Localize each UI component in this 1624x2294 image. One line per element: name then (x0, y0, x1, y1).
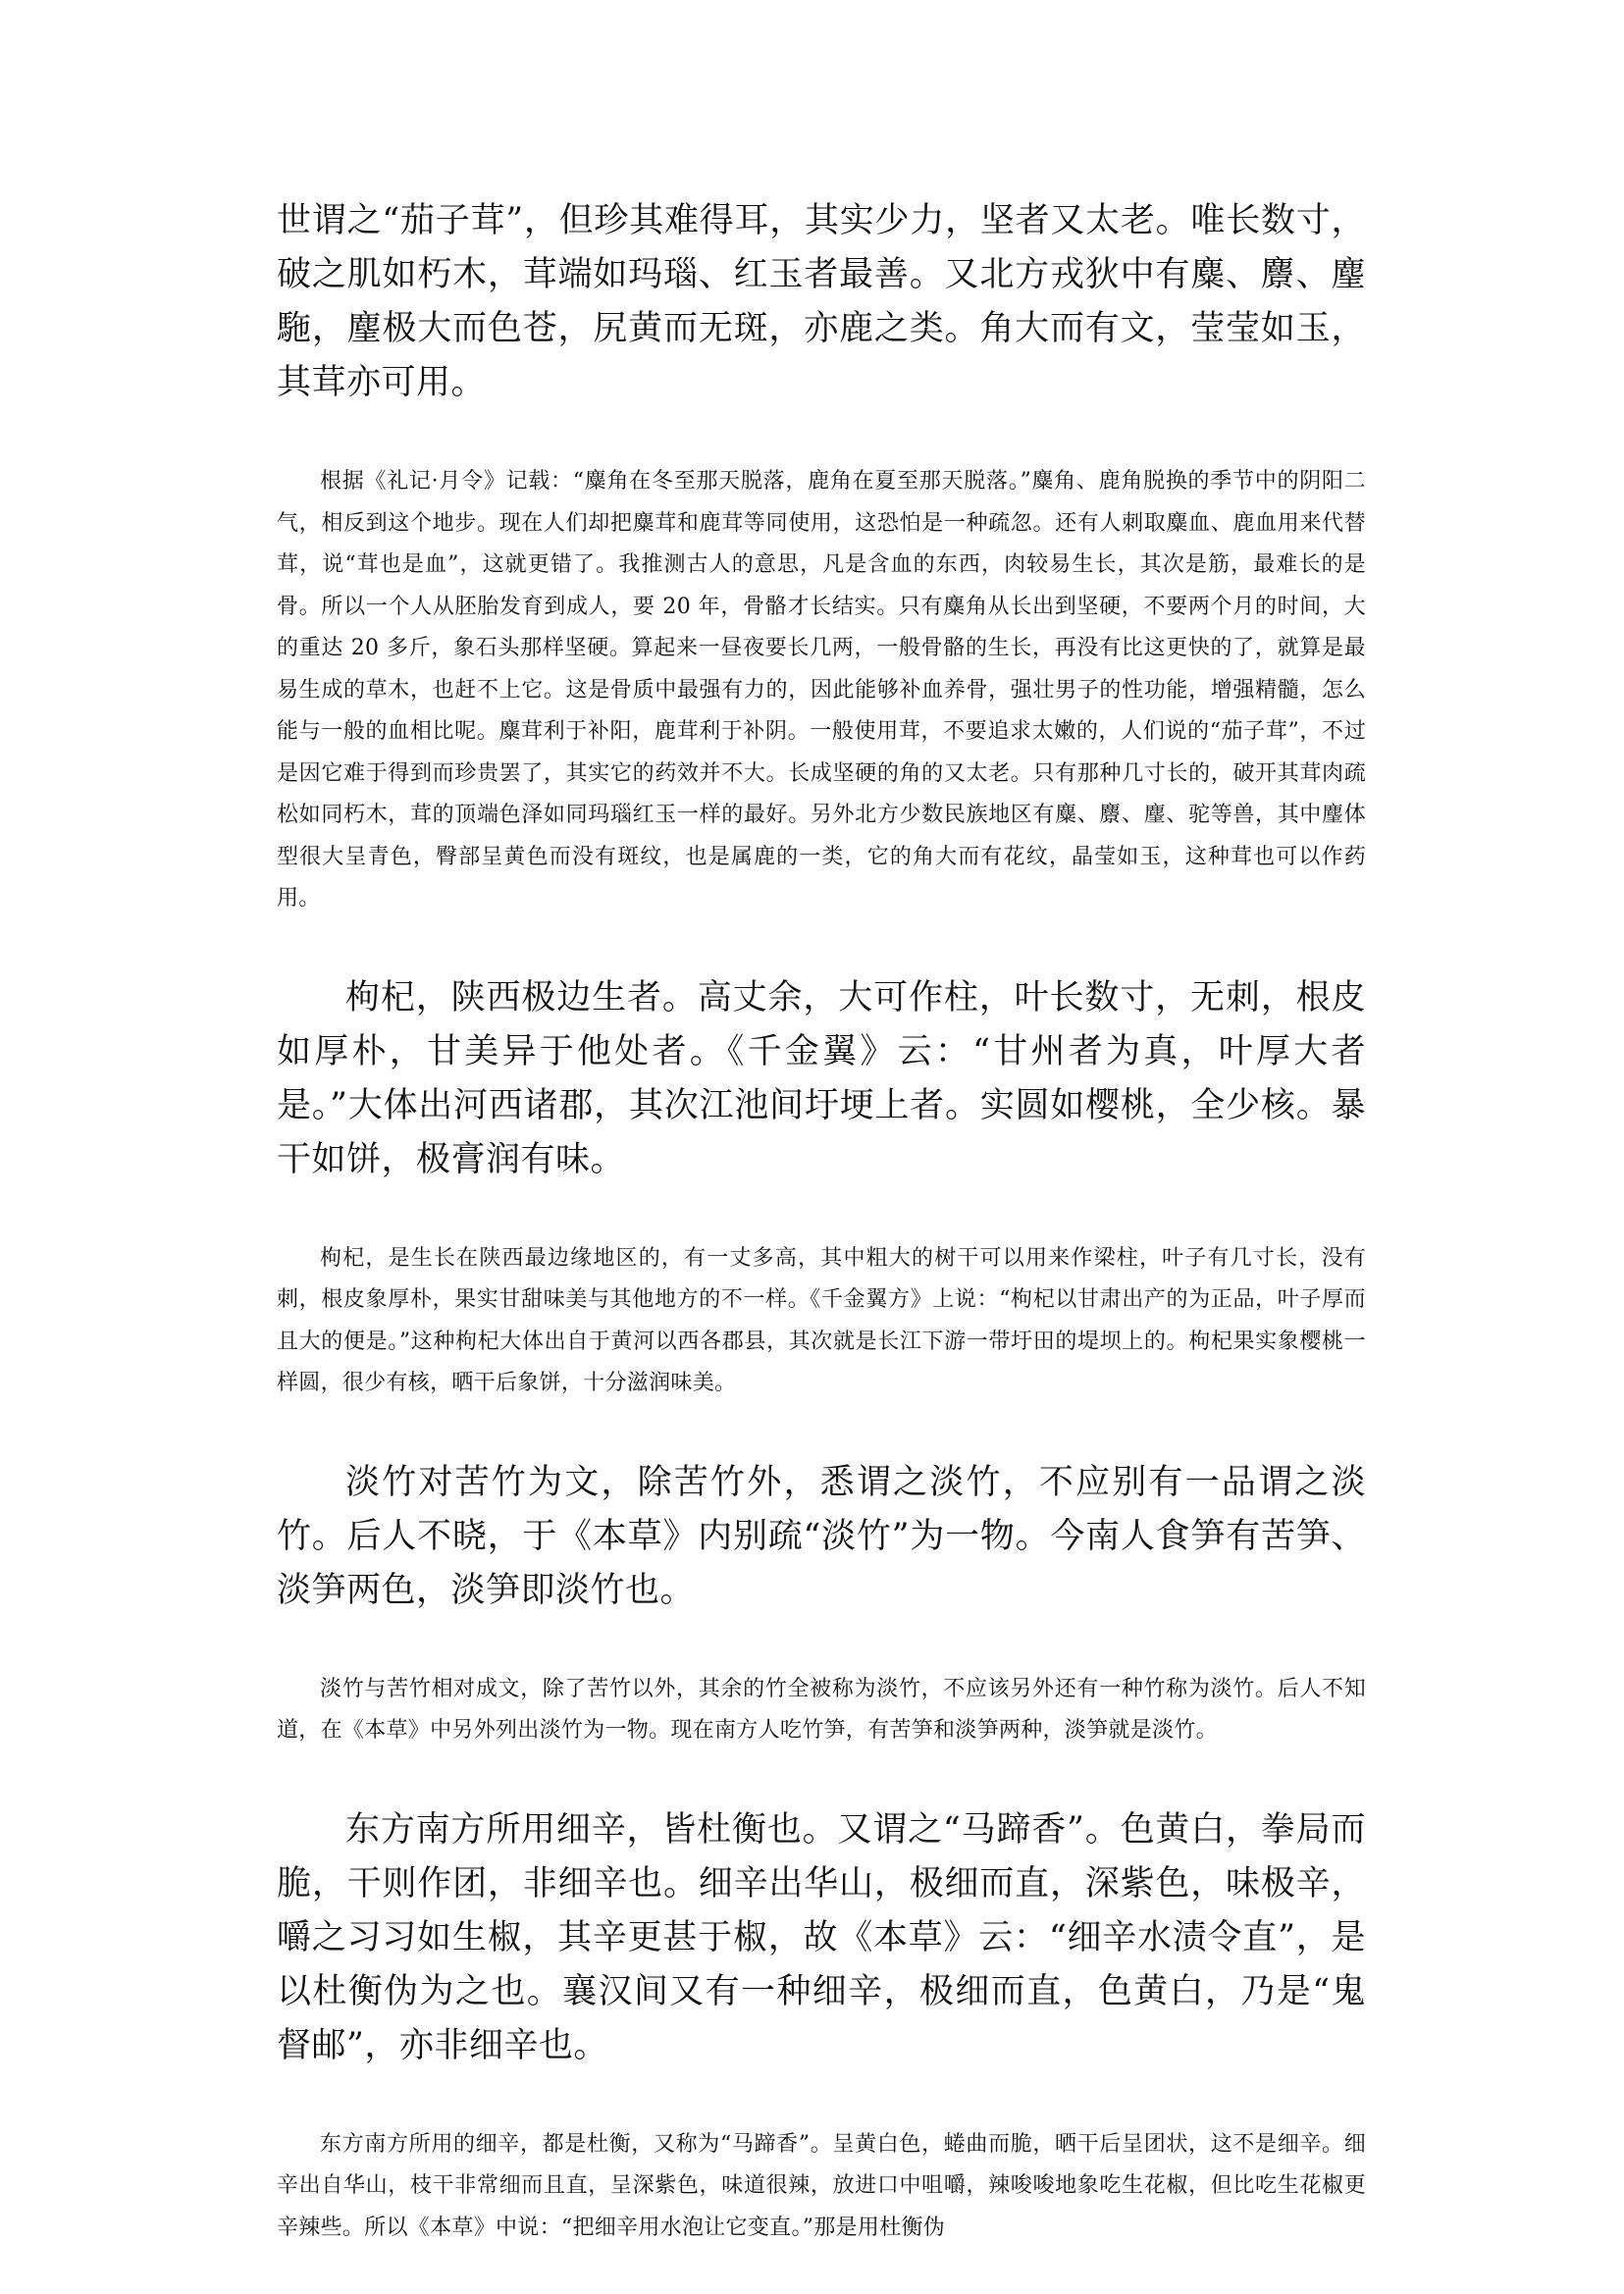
translation-paragraph: 淡竹与苦竹相对成文，除了苦竹以外，其余的竹全被称为淡竹，不应该另外还有一种竹称为淡竹。后人不知道，在《本草》中另外列出淡竹为一物。现在南方人吃竹笋，有苦笋和淡笋两种，淡笋就是淡竹。 (277, 1676, 1366, 1743)
original-text-paragraph: 淡竹对苦竹为文，除苦竹外，悉谓之淡竹，不应别有一品谓之淡竹。后人不晓，于《本草》内别疏“淡竹”为一物。今南人食笋有苦笋、淡笋两色，淡笋即淡竹也。 (277, 1462, 1366, 1610)
translation-paragraph: 根据《礼记·月令》记载：“麋角在冬至那天脱落，鹿角在夏至那天脱落。”麋角、鹿角脱换的季节中的阴阳二气，相反到这个地步。现在人们却把麋茸和鹿茸等同使用，这恐怕是一种疏忽。还有人刺取麋血、鹿血用来代替茸，说“茸也是血”，这就更错了。我推测古人的意思，凡是含血的东西，肉较易生长，其次是筋，最难长的是骨。所以一个人从胚胎发育到成人，要 20 年，骨骼才长结实。只有麋角从长出到坚硬，不要两个月的时间，大的重达 20 多斤，象石头那样坚硬。算起来一昼夜要长几两，一般骨骼的生长，再没有比这更快的了，就算是最易生成的草木，也赶不上它。这是骨质中最强有力的，因此能够补血养骨，强壮男子的性功能，增强精髓，怎么能与一般的血相比呢。麋茸利于补阳，鹿茸利于补阴。一般使用茸，不要追求太嫩的，人们说的“茄子茸”，不过是因它难于得到而珍贵罢了，其实它的药效并不大。长成坚硬的角的又太老。只有那种几寸长的，破开其茸肉疏松如同朽木，茸的顶端色泽如同玛瑙红玉一样的最好。另外北方少数民族地区有麋、麖、麈、驼等兽，其中麈体型很大呈青色，臀部呈黄色而没有斑纹，也是属鹿的一类，它的角大而有花纹，晶莹如玉，这种茸也可以作药用。 (277, 469, 1366, 911)
translation-paragraph: 东方南方所用的细辛，都是杜衡，又称为“马蹄香”。呈黄白色，蜷曲而脆，晒干后呈团状，这不是细辛。细辛出自华山，枝干非常细而且直，呈深紫色，味道很辣，放进口中咀嚼，辣唆唆地象吃生花椒，但比吃生花椒更辛辣些。所以《本草》中说：“把细辛用水泡让它变直。”那是用杜衡伪 (277, 2131, 1366, 2240)
original-text-paragraph: 东方南方所用细辛，皆杜衡也。又谓之“马蹄香”。色黄白，拳局而脆，干则作团，非细辛也。细辛出华山，极细而直，深紫色，味极辛，嚼之习习如生椒，其辛更甚于椒，故《本草》云：“细辛水渍令直”，是以杜衡伪为之也。襄汉间又有一种细辛，极细而直，色黄白，乃是“鬼督邮”，亦非细辛也。 (277, 1809, 1366, 2065)
original-text-paragraph: 世谓之“茄子茸”，但珍其难得耳，其实少力，坚者又太老。唯长数寸，破之肌如朽木，茸端如玛瑙、红玉者最善。又北方戎狄中有麋、麖、麈駞，麈极大而色苍，尻黄而无斑，亦鹿之类。角大而有文，莹莹如玉，其茸亦可用。 (277, 201, 1366, 402)
document-page (277, 194, 1366, 2249)
translation-paragraph: 枸杞，是生长在陕西最边缘地区的，有一丈多高，其中粗大的树干可以用来作梁柱，叶子有几寸长，没有刺，根皮象厚朴，果实甘甜味美与其他地方的不一样。《千金翼方》上说：“枸杞以甘肃出产的为正品，叶子厚而且大的便是。”这种枸杞大体出自于黄河以西各郡县，其次就是长江下游一带圩田的堤坝上的。枸杞果实象樱桃一样圆，很少有核，晒干后象饼，十分滋润味美。 (277, 1245, 1366, 1395)
original-text-paragraph: 枸杞，陕西极边生者。高丈余，大可作柱，叶长数寸，无刺，根皮如厚朴，甘美异于他处者。《千金翼》云：“甘州者为真，叶厚大者是。”大体出河西诸郡，其次江池间圩埂上者。实圆如樱桃，全少核。暴干如饼，极膏润有味。 (277, 977, 1366, 1179)
